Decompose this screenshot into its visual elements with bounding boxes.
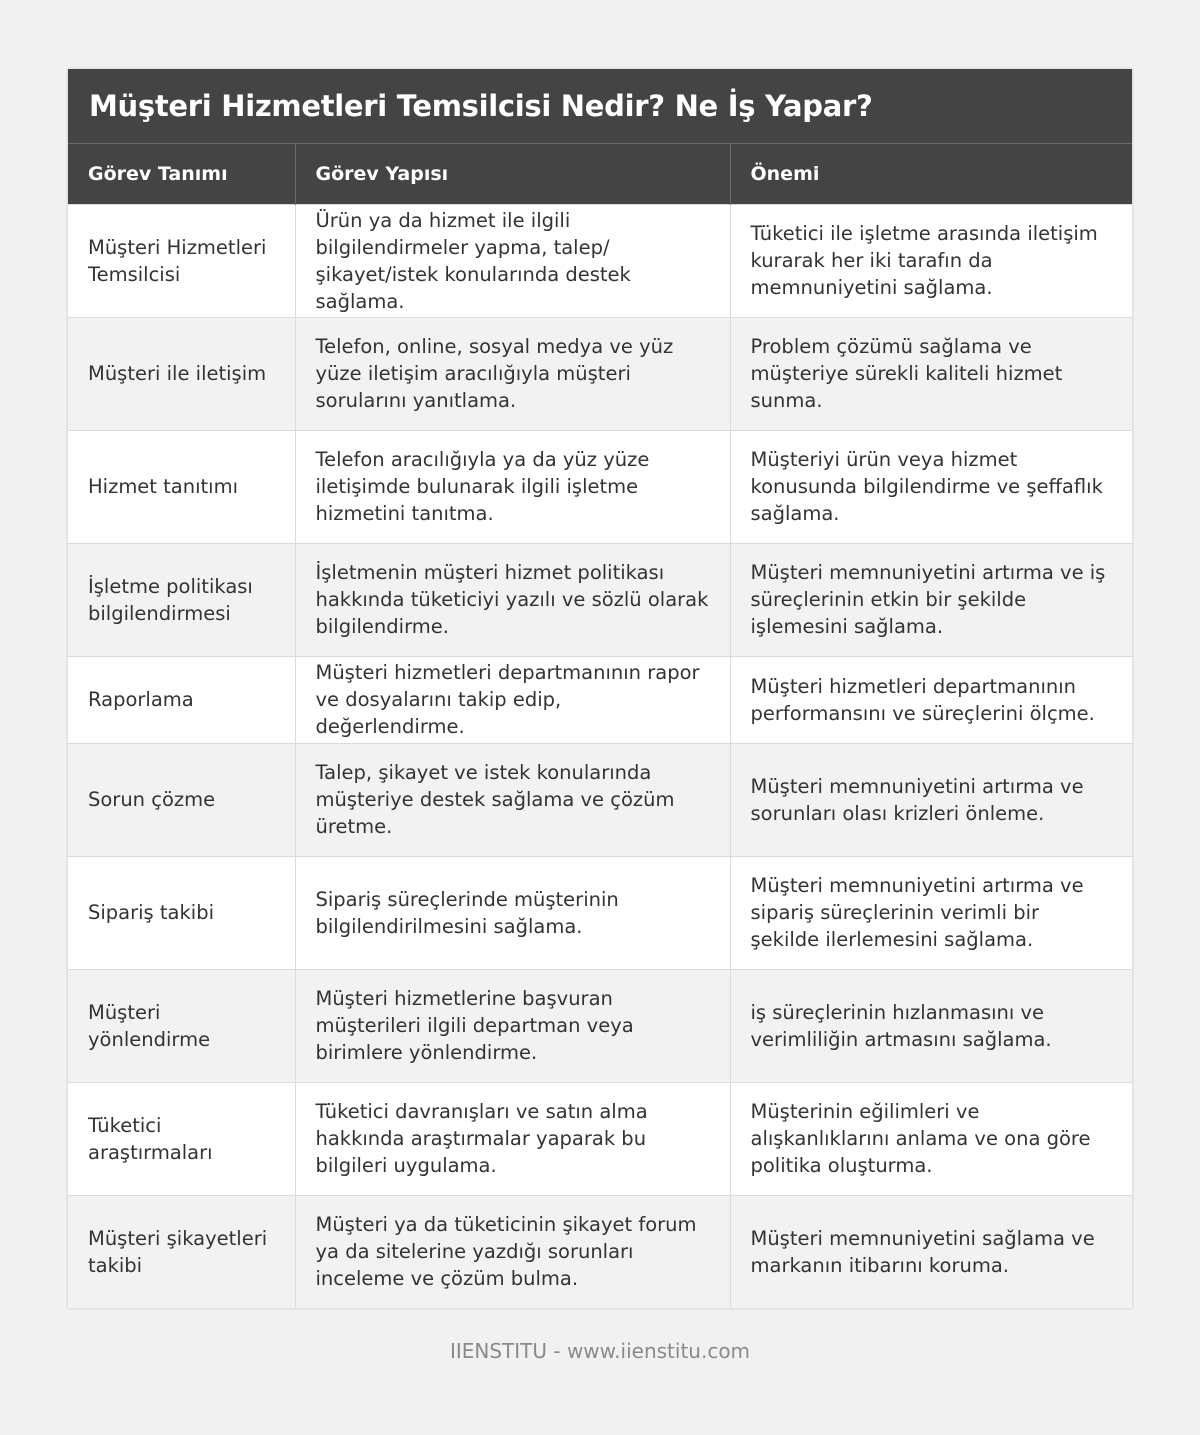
table-row — [68, 204, 1132, 317]
table-cell: Sipariş süreçlerinde müşterinin bilgilendirilmesini sağlama. — [295, 856, 730, 969]
table-cell: Tüketici davranışları ve satın alma hakkında araştırmalar yaparak bu bilgileri uygulama. — [295, 1082, 730, 1195]
footer-credit: IIENSTITU - www.iienstitu.com — [449, 1339, 751, 1363]
table-cell: Sipariş takibi — [68, 856, 295, 969]
table-row — [68, 430, 1132, 543]
table-cell: Müşteri hizmetlerine başvuran müşterileri ilgili departman veya birimlere yönlendirme. — [295, 969, 730, 1082]
table-cell: Ürün ya da hizmet ile ilgili bilgilendirmeler yapma, talep/ şikayet/istek konularında destek sağlama. — [295, 204, 730, 317]
table-cell: İşletme politikası bilgilendirmesi — [68, 543, 295, 656]
table-row — [68, 543, 1132, 656]
page-title: Müşteri Hizmetleri Temsilcisi Nedir? Ne İş Yapar? — [89, 89, 873, 123]
table-cell: Müşteri ya da tüketicinin şikayet forum ya da sitelerine yazdığı sorunları inceleme ve çözüm bulma. — [295, 1195, 730, 1308]
table-cell: Müşteri memnuniyetini artırma ve iş süreçlerinin etkin bir şekilde işlemesini sağlama. — [730, 543, 1132, 656]
table-cell: iş süreçlerinin hızlanmasını ve verimliliğin artmasını sağlama. — [730, 969, 1132, 1082]
table-cell: Hizmet tanıtımı — [68, 430, 295, 543]
table-cell: Sorun çözme — [68, 743, 295, 856]
column-header: Görev Tanımı — [68, 144, 295, 204]
table-cell: Telefon, online, sosyal medya ve yüz yüze iletişim aracılığıyla müşteri sorularını yanıtlama. — [295, 317, 730, 430]
column-header: Önemi — [730, 144, 1132, 204]
table-cell: Tüketici ile işletme arasında iletişim kurarak her iki tarafın da memnuniyetini sağlama. — [730, 204, 1132, 317]
table-cell: Müşteri şikayetleri takibi — [68, 1195, 295, 1308]
table-cell: Problem çözümü sağlama ve müşteriye sürekli kaliteli hizmet sunma. — [730, 317, 1132, 430]
table-cell: Müşteri memnuniyetini artırma ve sorunları olası krizleri önleme. — [730, 743, 1132, 856]
table-cell: Müşteri hizmetleri departmanının performansını ve süreçlerini ölçme. — [730, 656, 1132, 743]
table-cell: Raporlama — [68, 656, 295, 743]
table-cell: Talep, şikayet ve istek konularında müşteriye destek sağlama ve çözüm üretme. — [295, 743, 730, 856]
table-header-row — [68, 144, 1132, 204]
duties-table — [68, 144, 1132, 1308]
title-bar — [68, 69, 1132, 144]
table-row — [68, 856, 1132, 969]
table-cell: Müşteri Hizmetleri Temsilcisi — [68, 204, 295, 317]
table-row — [68, 969, 1132, 1082]
table-cell: Müşteriyi ürün veya hizmet konusunda bilgilendirme ve şeffaflık sağlama. — [730, 430, 1132, 543]
table-cell: İşletmenin müşteri hizmet politikası hakkında tüketiciyi yazılı ve sözlü olarak bilgilendirme. — [295, 543, 730, 656]
table-cell: Müşteri yönlendirme — [68, 969, 295, 1082]
table-row — [68, 1082, 1132, 1195]
table-row — [68, 317, 1132, 430]
column-header: Görev Yapısı — [295, 144, 730, 204]
table-cell: Müşteri ile iletişim — [68, 317, 295, 430]
table-cell: Müşteri hizmetleri departmanının rapor ve dosyalarını takip edip, değerlendirme. — [295, 656, 730, 743]
table-cell: Müşterinin eğilimleri ve alışkanlıklarını anlama ve ona göre politika oluşturma. — [730, 1082, 1132, 1195]
info-card — [68, 69, 1132, 1308]
table-cell: Müşteri memnuniyetini sağlama ve markanın itibarını koruma. — [730, 1195, 1132, 1308]
table-row — [68, 656, 1132, 743]
table-cell: Telefon aracılığıyla ya da yüz yüze iletişimde bulunarak ilgili işletme hizmetini tanıtma. — [295, 430, 730, 543]
table-cell: Müşteri memnuniyetini artırma ve sipariş süreçlerinin verimli bir şekilde ilerlemesini sağlama. — [730, 856, 1132, 969]
table-row — [68, 743, 1132, 856]
table-row — [68, 1195, 1132, 1308]
table-cell: Tüketici araştırmaları — [68, 1082, 295, 1195]
